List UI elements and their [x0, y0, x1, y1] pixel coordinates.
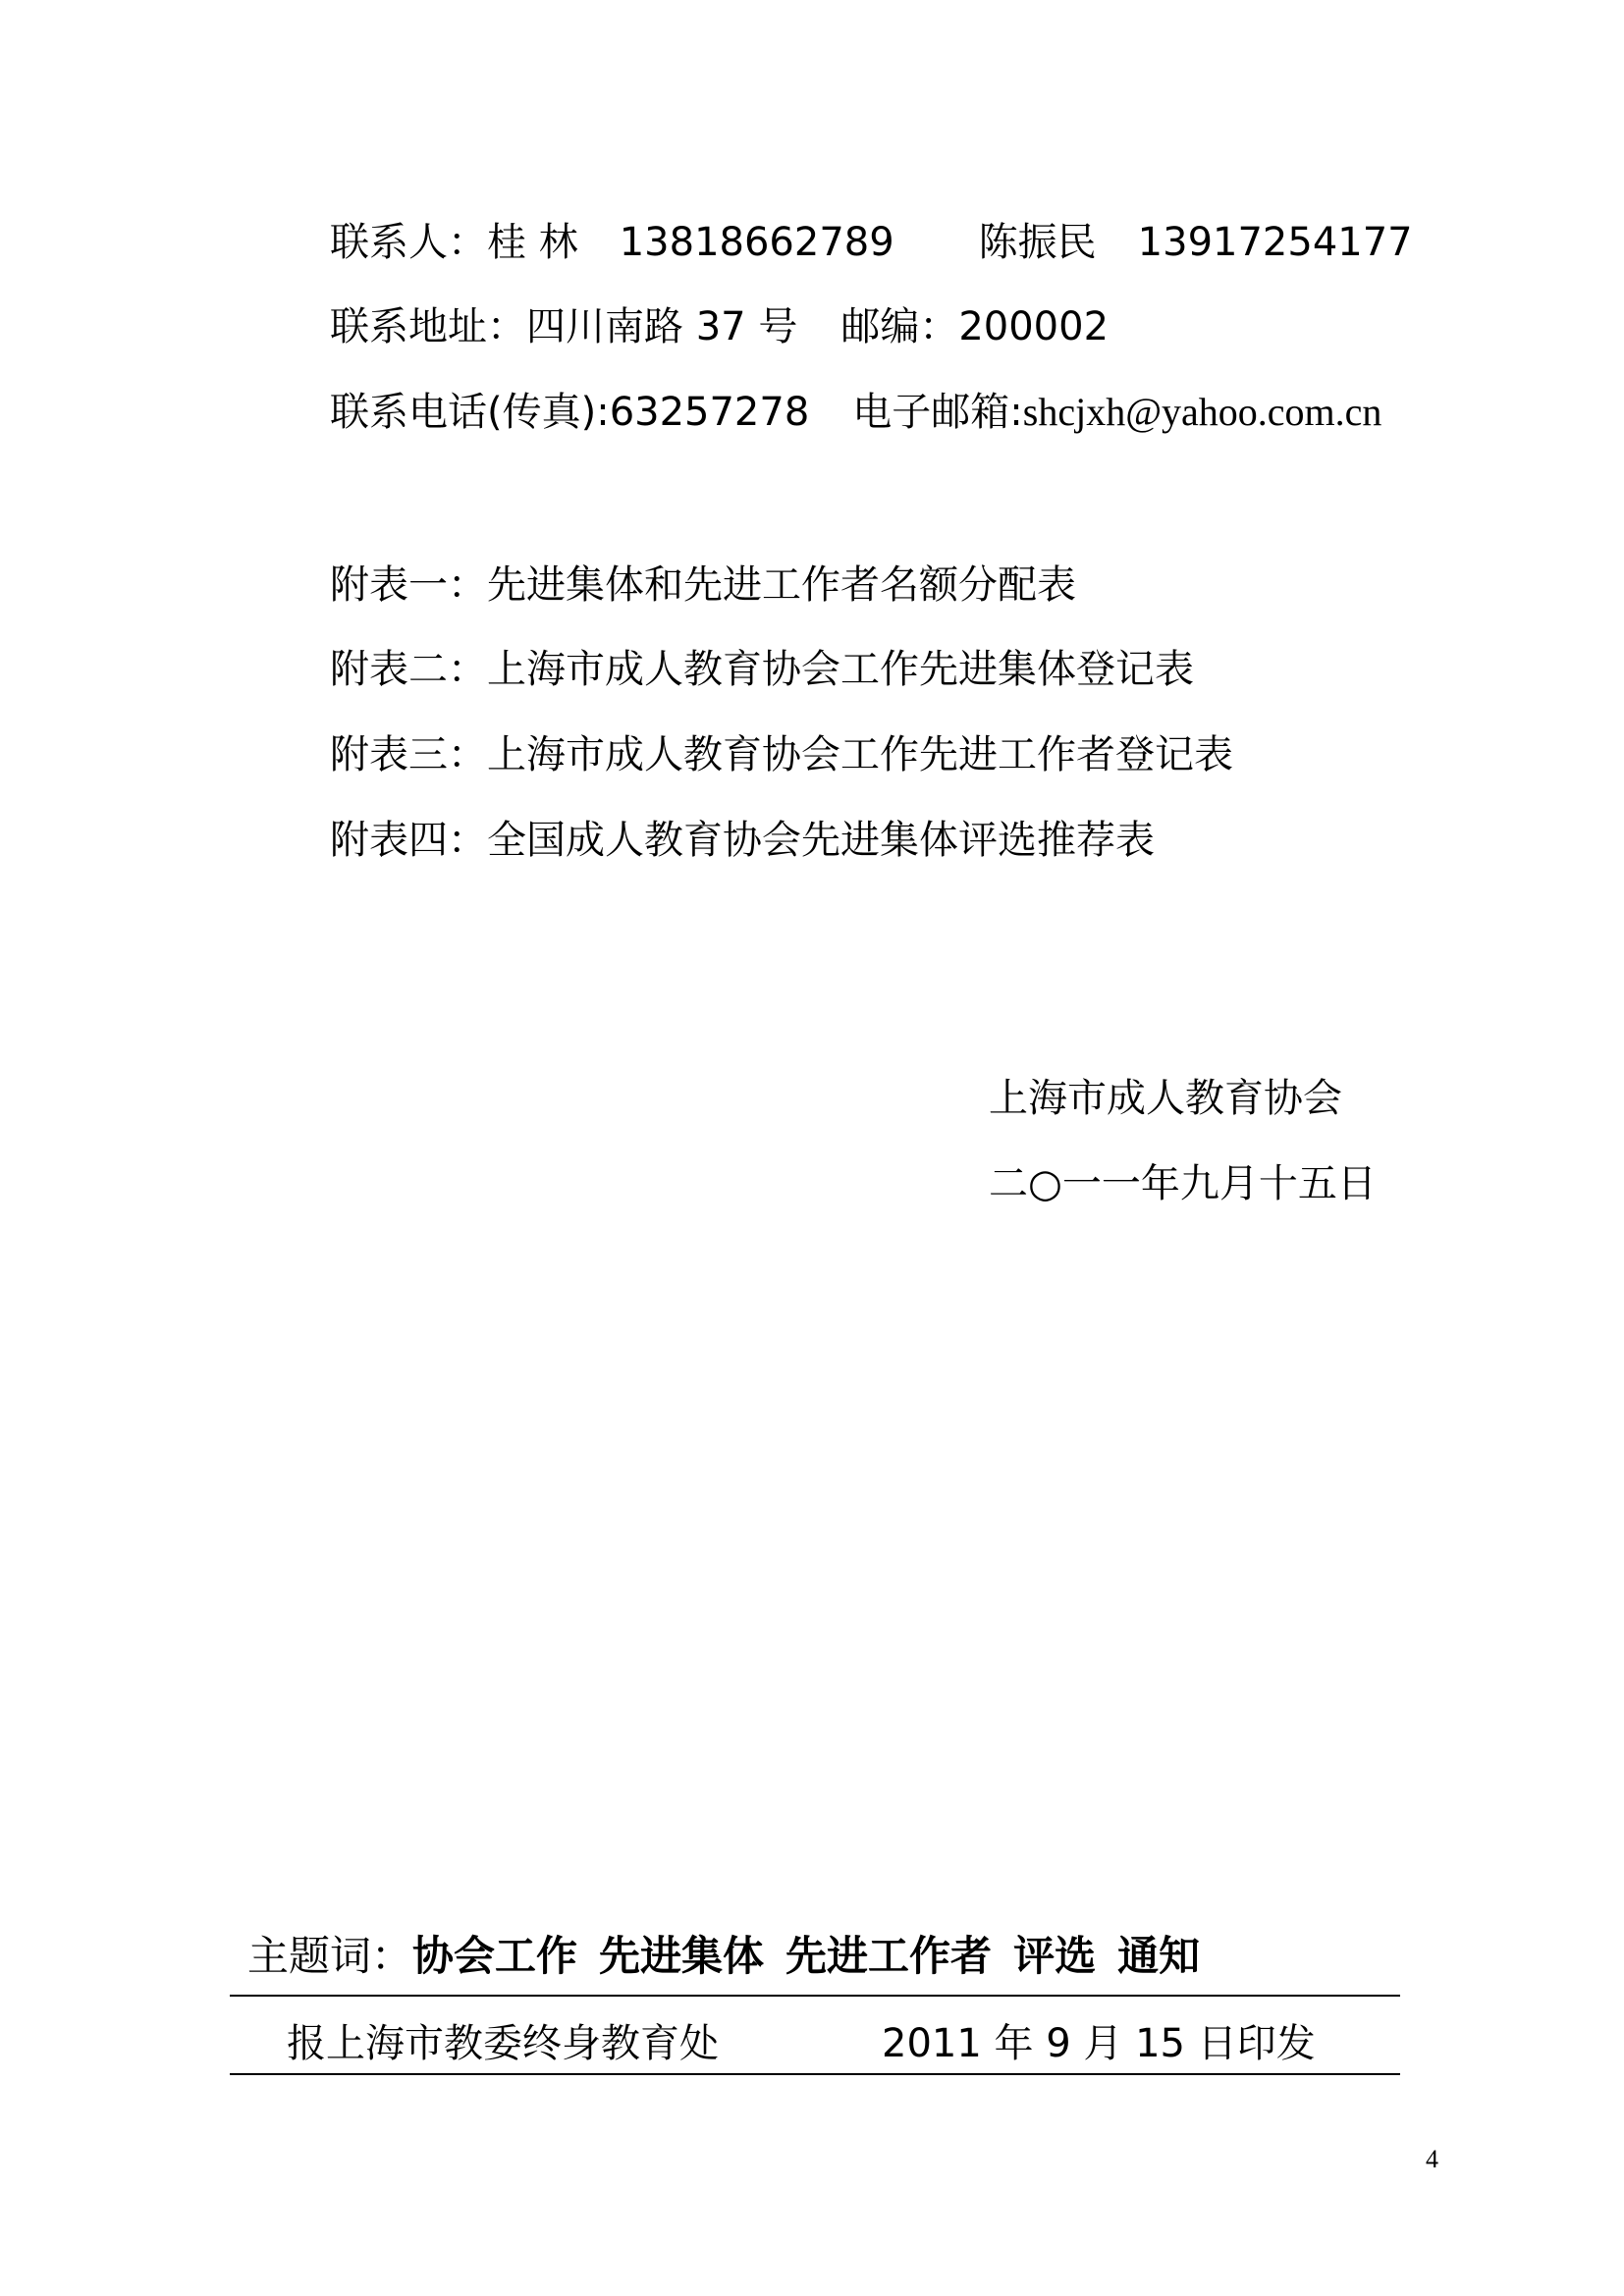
- phone-email-line: [330, 385, 1381, 440]
- keyword-item: 先进集体: [599, 1932, 765, 1980]
- attachment-item: 附表二：上海市成人教育协会工作先进集体登记表: [330, 647, 1194, 692]
- keyword-item: 协会工作: [412, 1932, 578, 1980]
- phone-fax-value: 63257278: [609, 390, 810, 435]
- contact-person1-phone: 13818662789: [619, 220, 894, 265]
- signature-date: 二○一一年九月十五日: [989, 1161, 1377, 1206]
- signature-organization: 上海市成人教育协会: [989, 1076, 1342, 1121]
- keywords-list: [412, 1932, 1221, 1980]
- phone-fax-label: 联系电话(传真):: [330, 390, 610, 435]
- page-number: 4: [1426, 2145, 1438, 2173]
- subject-keywords: [247, 1929, 1221, 1984]
- contact-person2-name: 陈振民: [978, 220, 1097, 265]
- address-value: 四川南路 37 号: [526, 304, 798, 349]
- attachment-item: 附表四：全国成人教育协会先进集体评选推荐表: [330, 818, 1155, 863]
- distribution-bottom-rule: [230, 2073, 1400, 2075]
- contact-person2-phone: 13917254177: [1137, 220, 1413, 265]
- address-line: [330, 299, 1109, 354]
- attachment-item: 附表一：先进集体和先进工作者名额分配表: [330, 562, 1076, 608]
- postcode-value: 200002: [958, 304, 1110, 349]
- email-value: shcjxh@yahoo.com.cn: [1022, 390, 1382, 434]
- keyword-item: 先进工作者: [785, 1932, 993, 1980]
- distribution-top-rule: [230, 1995, 1400, 1997]
- keyword-item: 通知: [1117, 1932, 1201, 1980]
- contact-person1-name: 桂 林: [487, 220, 578, 265]
- keywords-label: 主题词：: [247, 1932, 413, 1980]
- contact-line: [330, 215, 1413, 270]
- keyword-item: 评选: [1013, 1932, 1097, 1980]
- distribution-issue-date: 2011 年 9 月 15 日印发: [882, 2021, 1316, 2066]
- attachment-item: 附表三：上海市成人教育协会工作先进工作者登记表: [330, 732, 1233, 777]
- postcode-label: 邮编：: [840, 304, 959, 349]
- address-label: 联系地址：: [330, 304, 526, 349]
- email-label: 电子邮箱:: [852, 390, 1023, 435]
- distribution-recipient: 报上海市教委终身教育处: [287, 2021, 719, 2066]
- contact-label: 联系人：: [330, 220, 487, 265]
